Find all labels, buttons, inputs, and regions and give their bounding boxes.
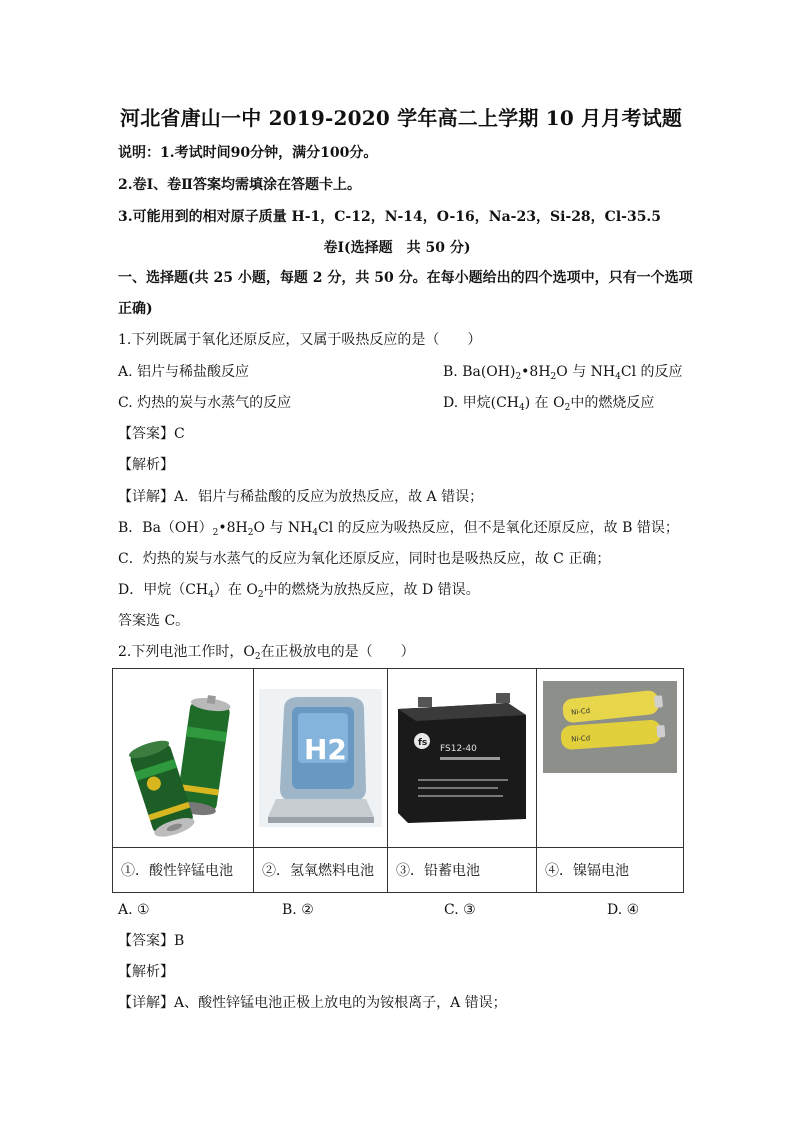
lead-acid-battery-icon bbox=[388, 669, 536, 847]
battery-label-1: ①．酸性锌锰电池 bbox=[113, 848, 254, 893]
nicd-label-top: Ni-Cd bbox=[570, 706, 591, 717]
q1-analysis-label: 【解析】 bbox=[118, 457, 174, 473]
q1-option-c: C. 灼热的炭与水蒸气的反应 bbox=[118, 395, 292, 411]
battery-image-cell-2 bbox=[254, 669, 388, 848]
page-title: 河北省唐山一中 2019-2020 学年高二上学期 10 月月考试题 bbox=[120, 106, 683, 130]
battery-label-3: ③．铅蓄电池 bbox=[388, 848, 537, 893]
battery-table bbox=[112, 668, 684, 893]
fuel-cell-h2-label: H2 bbox=[304, 733, 347, 766]
nicd-label-bottom: Ni-Cd bbox=[570, 734, 591, 744]
note-2: 2.卷Ⅰ、卷Ⅱ答案均需填涂在答题卡上。 bbox=[118, 177, 361, 193]
battery-image-cell-3 bbox=[388, 669, 537, 848]
note-1: 说明：1.考试时间90分钟，满分100分。 bbox=[118, 145, 378, 161]
q1-detail-a: 【详解】A．铝片与稀盐酸的反应为放热反应，故 A 错误； bbox=[118, 489, 484, 505]
q1-detail-d: D．甲烷$(CH_4)$在 $O_2$中的燃烧为放热反应，故 D 错误。 bbox=[118, 582, 480, 600]
part-heading-line-1: 一、选择题(共 25 小题，每题 2 分，共 50 分。在每小题给出的四个选项中，只有一个选项 bbox=[118, 270, 693, 286]
section-title: 卷Ⅰ(选择题 共 50 分) bbox=[323, 240, 471, 256]
q1-option-a: A. 铝片与稀盐酸反应 bbox=[118, 364, 250, 380]
q2-detail-a: 【详解】A、酸性锌锰电池正极上放电的为铵根离子，A 错误； bbox=[118, 995, 507, 1011]
battery-label-4: ④．镍镉电池 bbox=[537, 848, 684, 893]
q1-stem: 1.下列既属于氧化还原反应，又属于吸热反应的是（ ） bbox=[118, 332, 482, 348]
hydrogen-fuel-cell-icon bbox=[254, 669, 387, 847]
part-heading-line-2: 正确) bbox=[118, 301, 153, 317]
q1-conclusion: 答案选 C。 bbox=[118, 613, 190, 629]
q1-detail-b: B．$Ba(OH)_2•8H_2O$ 与 $NH_4Cl$ 的反应为吸热反应，但不是氧化还原反应，故 B 错误； bbox=[118, 520, 679, 538]
q2-option-a: A. ① bbox=[118, 902, 150, 918]
q1-option-d: D. 甲烷$(CH_4)$ 在 $O_2$中的燃烧反应 bbox=[443, 395, 655, 413]
svg-text:fs: fs bbox=[418, 738, 428, 748]
q2-stem: 2.下列电池工作时，$O_2$在正极放电的是（ ） bbox=[118, 644, 415, 662]
q2-option-b: B. ② bbox=[282, 902, 314, 918]
battery-image-cell-4 bbox=[537, 669, 684, 848]
lead-acid-model-label: FS12-40 bbox=[440, 744, 477, 754]
battery-image-cell-1 bbox=[113, 669, 254, 848]
note-3: 3.可能用到的相对原子质量 H-1，C-12，N-14，O-16，Na-23，Si-28，Cl-35.5 bbox=[118, 209, 662, 225]
nickel-cadmium-battery-icon bbox=[537, 669, 683, 847]
q1-detail-c: C．灼热的炭与水蒸气的反应为氧化还原反应，同时也是吸热反应，故 C 正确； bbox=[118, 551, 611, 567]
q2-option-d: D. ④ bbox=[607, 902, 640, 918]
q1-answer: 【答案】C bbox=[118, 426, 185, 442]
q2-analysis-label: 【解析】 bbox=[118, 964, 174, 980]
battery-label-2: ②．氢氧燃料电池 bbox=[254, 848, 388, 893]
q2-answer: 【答案】B bbox=[118, 933, 185, 949]
q2-option-c: C. ③ bbox=[444, 902, 476, 918]
q1-option-b: B. $Ba(OH)_2•8H_2O$ 与 $NH_4Cl$ 的反应 bbox=[443, 364, 683, 382]
zinc-manganese-battery-icon bbox=[113, 669, 253, 847]
